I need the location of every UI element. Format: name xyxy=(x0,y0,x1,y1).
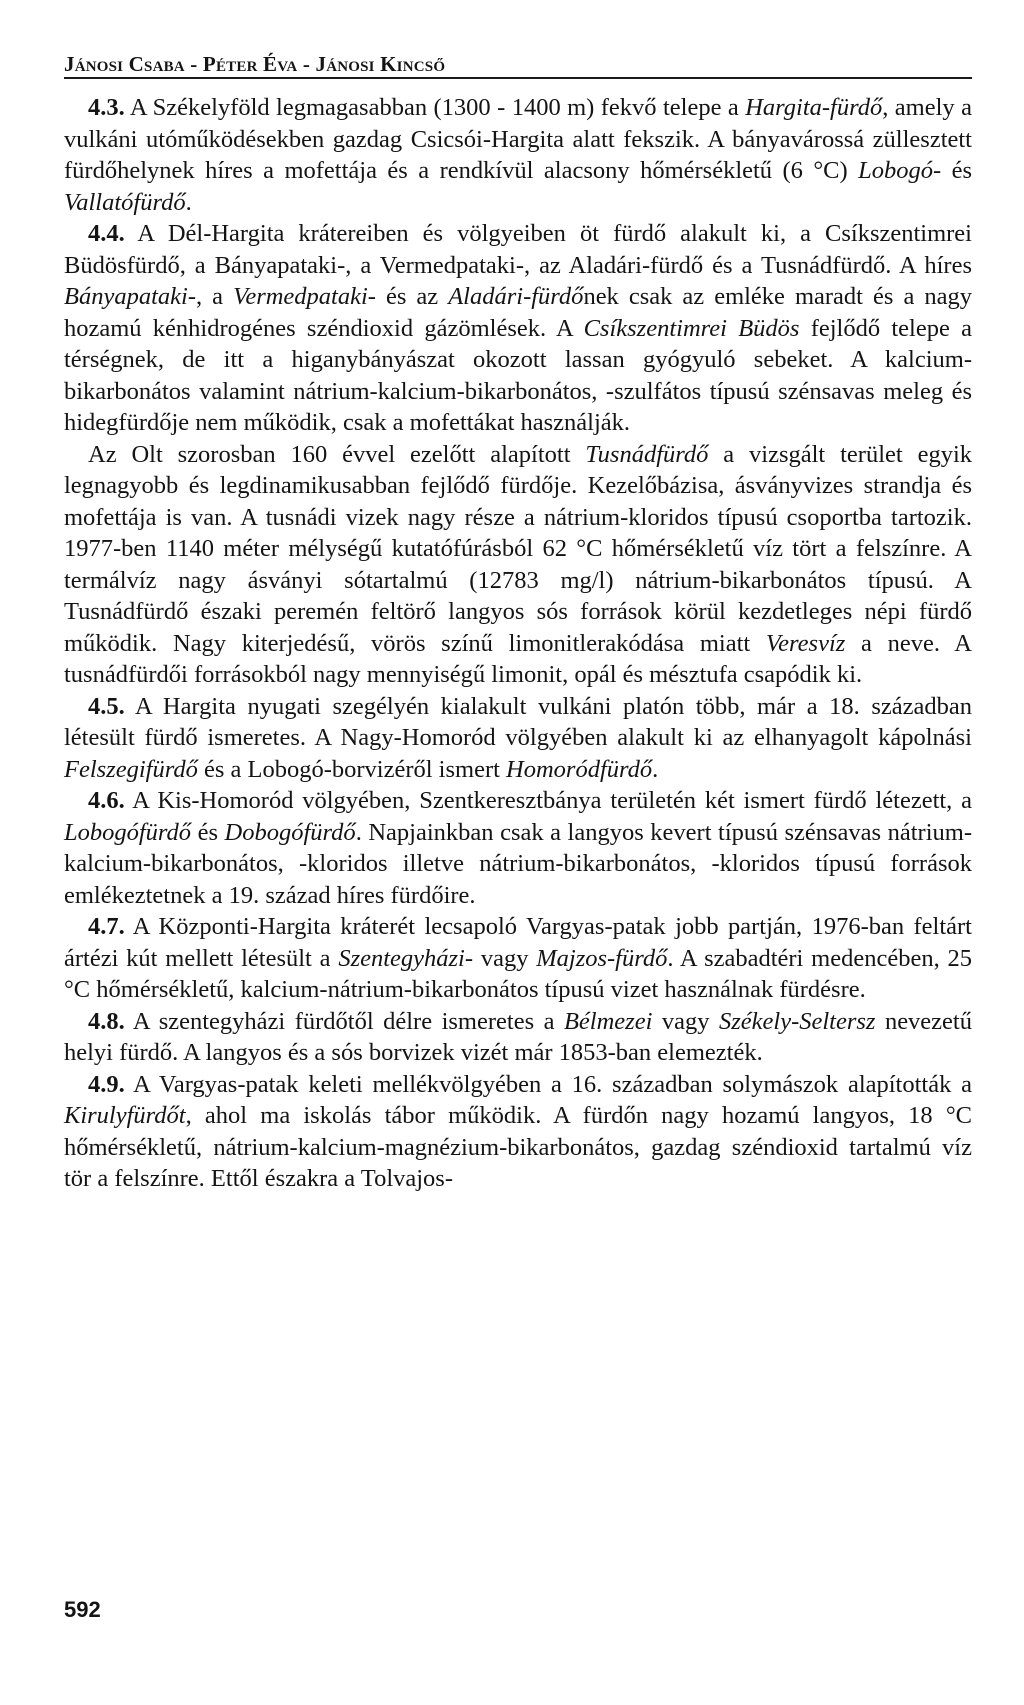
text-run: vagy xyxy=(473,944,537,972)
place-name: Dobogófürdő xyxy=(224,818,356,846)
place-name: Tusnádfürdő xyxy=(585,440,709,468)
section-number: 4.9. xyxy=(88,1070,125,1098)
section-number: 4.5. xyxy=(88,692,125,720)
text-run: A Hargita nyugati szegélyén kialakult vulkáni platón több, már a 18. században létesült fürdő ismeretes. A Nagy-Homoród völgyében alakult ki az elhanyagolt kápolnási xyxy=(64,692,972,751)
text-run: és a Lobogó-borvizéről ismert xyxy=(197,755,507,783)
place-name: Vallatófürdő xyxy=(64,188,186,216)
place-name: Bélmezei xyxy=(563,1007,653,1035)
paragraph-4-4 xyxy=(64,218,972,439)
text-run: vagy xyxy=(652,1007,719,1035)
text-run: nevezetű helyi fürdő. A langyos és a sós borvizek vizét már 1853-ban elemezték. xyxy=(64,1007,972,1066)
place-name: Aladári-fürdő xyxy=(448,283,584,310)
section-number: 4.4. xyxy=(88,220,125,247)
text-run: a neve. A tusnádfürdői forrásokból nagy mennyiségű limonit, opál és mésztufa csapódik ki. xyxy=(64,629,972,688)
section-number: 4.8. xyxy=(88,1007,125,1035)
text-run: . Napjainkban csak a langyos kevert típusú szénsavas nátrium-kalcium-bikarbonátos, -kloridos illetve nátrium-bikarbonátos, -kloridos típusú források emlékeztetnek a 19. század híres fürdőire. xyxy=(64,818,972,909)
text-run: nek csak az emléke maradt és a nagy hozamú kénhidrogénes széndioxid gázömlések. A xyxy=(64,283,972,342)
text-run: . A szabadtéri medencében, 25 °C hőmérsékletű, kalcium-nátrium-bikarbonátos típusú vizet használnak fürdésre. xyxy=(64,944,972,1003)
place-name: Bányapataki- xyxy=(64,283,196,310)
place-name: Lobogófürdő xyxy=(64,818,192,846)
text-run: , ahol ma iskolás tábor működik. A fürdőn nagy hozamú langyos, 18 °C hőmérsékletű, nátrium-kalcium-magnézium-bikarbonátos, gazdag széndioxid tartalmú víz tör a felszínre. Ettől északra a Tolvajos- xyxy=(64,1102,972,1192)
paragraph-4-3 xyxy=(64,92,972,218)
text-run: és az xyxy=(375,283,449,310)
body-text xyxy=(64,92,972,1195)
paragraph-4-5 xyxy=(64,691,972,786)
text-run: Az Olt szorosban 160 évvel ezelőtt alapított xyxy=(88,440,586,468)
page-number: 592 xyxy=(64,1597,101,1622)
place-name: Kirulyfürdőt xyxy=(64,1102,186,1129)
place-name: Lobogó- xyxy=(858,157,942,184)
text-run: , amely a vulkáni utóműködésekben gazdag Csicsói-Hargita alatt fekszik. A bányavárossá züllesztett fürdőhelynek híres a mofettája és a rendkívül alacsony hőmérsékletű (6 °C) xyxy=(64,94,972,184)
paragraph-4-9 xyxy=(64,1069,972,1195)
text-run: , a xyxy=(196,283,234,310)
place-name: Csíkszentimrei Büdös xyxy=(583,314,800,342)
text-run: A Kis-Homoród völgyében, Szentkeresztbánya területén két ismert fürdő létezett, a xyxy=(124,787,972,814)
place-name: Veresvíz xyxy=(765,629,846,657)
text-run: A szentegyházi fürdőtől délre ismeretes a xyxy=(124,1007,564,1035)
place-name: Székely-Seltersz xyxy=(718,1007,876,1035)
place-name: Szentegyházi- xyxy=(338,944,474,972)
place-name: Vermedpataki- xyxy=(233,283,376,310)
section-number: 4.3. xyxy=(88,94,125,121)
paragraph-4-7 xyxy=(64,911,972,1006)
text-run: A Központi-Hargita kráterét lecsapoló Vargyas-patak jobb partján, 1976-ban feltárt ártézi kút mellett létesült a xyxy=(64,913,972,972)
header-rule xyxy=(64,77,972,79)
text-run: a vizsgált terület egyik legnagyobb és legdinamikusabban fejlődő fürdője. Kezelőbázisa, ásványvizes strandja és mofettája is van. A tusnádi vizek nagy része a nátrium-kloridos típusú csoportba tartozik. 1977-ben 1140 méter mélységű kutatófúrásból 62 °C hőmérsékletű víz tört a felszínre. A termálvíz nagy ásványi sótartalmú (12783 mg/l) nátrium-bikarbonátos típusú. A Tusnádfürdő északi peremén feltörő langyos sós források körül kezdetleges népi fürdő működik. Nagy kiterjedésű, vörös színű limonitlerakódása miatt xyxy=(64,440,972,657)
paragraph-4-6 xyxy=(64,785,972,911)
place-name: Hargita-fürdő xyxy=(745,94,883,121)
text-run: fejlődő telepe a térségnek, de itt a higanybányászat okozott lassan gyógyuló sebeket. A kalcium-bikarbonátos valamint nátrium-kalcium-bikarbonátos, -szulfátos típusú szénsavas meleg és hidegfürdője nem működik, csak a mofettákat használják. xyxy=(64,314,972,436)
place-name: Majzos-fürdő xyxy=(536,944,668,972)
paragraph-4-8 xyxy=(64,1006,972,1069)
text-run: A Székelyföld legmagasabban (1300 - 1400 m) fekvő telepe a xyxy=(124,94,746,121)
text-run: és xyxy=(191,818,225,846)
place-name: Felszegifürdő xyxy=(64,755,198,783)
paragraph-tusnad xyxy=(64,439,972,691)
text-run: A Dél-Hargita krátereiben és völgyeiben öt fürdő alakult ki, a Csíkszentimrei Büdösfürdő, a Bányapataki-, a Vermedpataki-, az Aladári-fürdő és a Tusnádfürdő. A híres xyxy=(64,220,972,279)
text-run: A Vargyas-patak keleti mellékvölgyében a 16. században solymászok alapították a xyxy=(124,1070,972,1098)
text-run: . xyxy=(652,755,659,783)
section-number: 4.6. xyxy=(88,787,125,814)
text-run: . xyxy=(185,188,192,216)
running-header: Jánosi Csaba - Péter Éva - Jánosi Kincső xyxy=(64,52,446,76)
section-number: 4.7. xyxy=(88,913,125,940)
place-name: Homoródfürdő xyxy=(506,755,653,783)
text-run: és xyxy=(941,157,972,184)
